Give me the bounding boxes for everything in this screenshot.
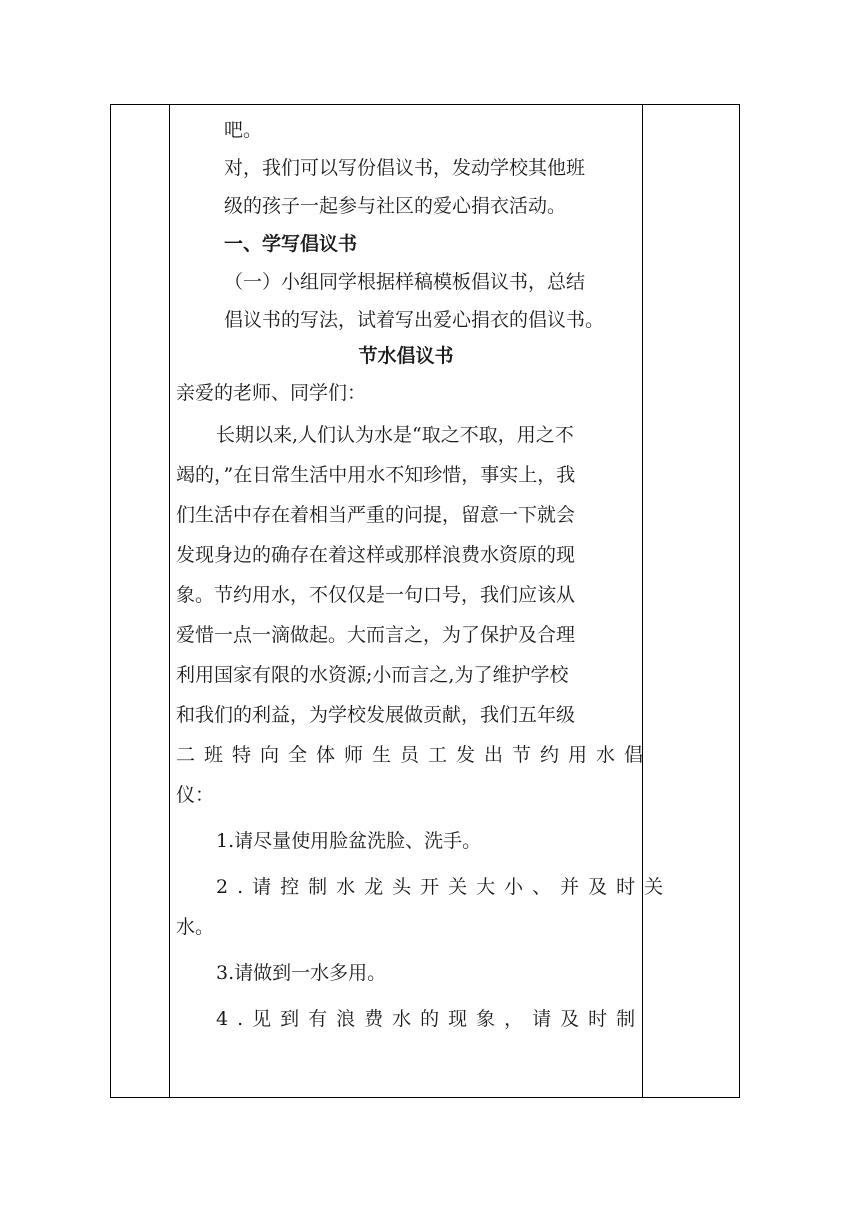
body-line: 发现身边的确存在着这样或那样浪费水资原的现 <box>176 544 576 566</box>
section-heading: 一、学写倡议书 <box>224 233 358 255</box>
body-line: 仪： <box>176 784 215 806</box>
intro-line: 级的孩子一起参与社区的爱心捐衣活动。 <box>224 195 567 217</box>
body-line: 们生活中存在着相当严重的问提，留意一下就会 <box>176 504 576 526</box>
task-line: 倡议书的写法，试着写出爱心捐衣的倡议书。 <box>224 309 605 331</box>
sample-title: 节水倡议书 <box>358 345 454 367</box>
body-line: 竭的，”在日常生活中用水不知珍惜，事实上，我 <box>176 464 576 486</box>
content-text <box>170 111 673 1039</box>
list-item: 水。 <box>176 916 215 938</box>
list-item: 2.请控制水龙头开关大小、并及时关 <box>216 876 673 898</box>
body-line: 二班特向全体师生员工发出节约用水倡 <box>176 744 653 766</box>
salutation: 亲爱的老师、同学们： <box>176 382 367 404</box>
body-line: 利用国家有限的水资源;小而言之,为了维护学校 <box>176 664 569 686</box>
body-line: 象。节约用水，不仅仅是一句口号，我们应该从 <box>176 584 576 606</box>
right-column-cell <box>643 105 740 1098</box>
left-column-cell <box>111 105 170 1098</box>
list-item: 1.请尽量使用脸盆洗脸、洗手。 <box>216 830 482 852</box>
task-line: （一）小组同学根据样稿模板倡议书，总结 <box>224 271 586 293</box>
list-item: 3.请做到一水多用。 <box>216 962 387 984</box>
intro-line: 对，我们可以写份倡议书，发动学校其他班 <box>224 157 586 179</box>
list-item: 4.见到有浪费水的现象，请及时制 <box>216 1008 645 1030</box>
lesson-table <box>110 104 740 1098</box>
intro-line: 吧。 <box>224 119 263 141</box>
content-cell <box>170 105 673 1098</box>
body-line: 长期以来,人们认为水是“取之不取，用之不 <box>216 424 574 446</box>
body-line: 和我们的利益，为学校发展做贡献，我们五年级 <box>176 704 576 726</box>
body-line: 爱惜一点一滴做起。大而言之，为了保护及合理 <box>176 624 576 646</box>
